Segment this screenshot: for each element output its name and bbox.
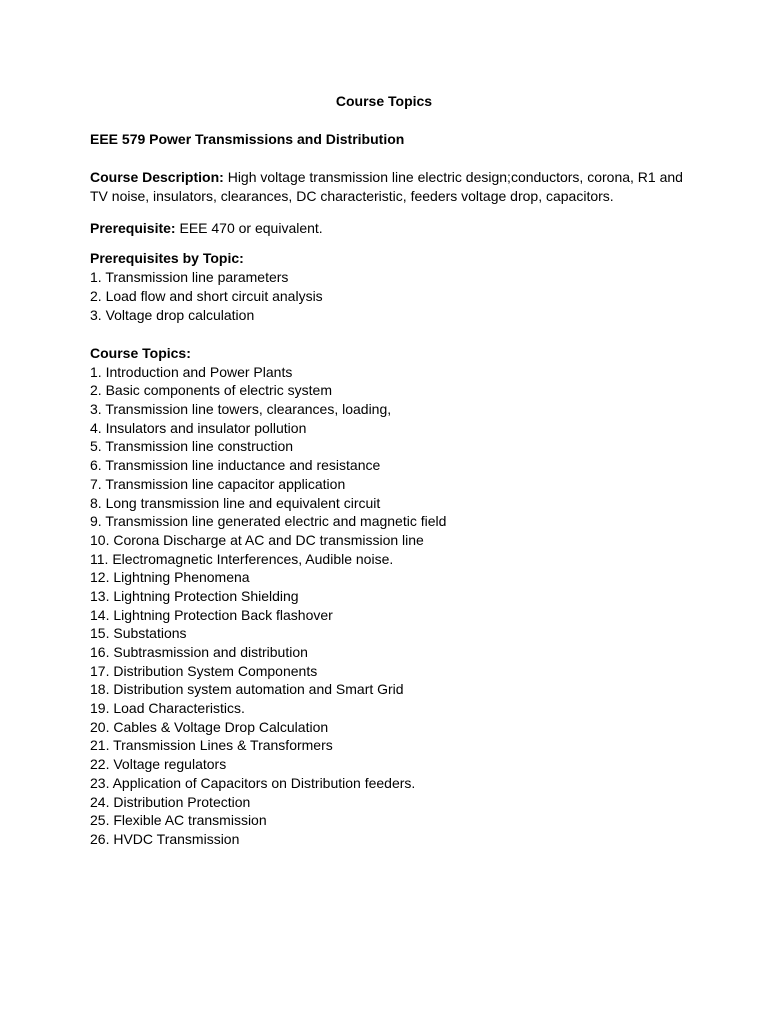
topic-item: 14. Lightning Protection Back flashover (90, 606, 333, 623)
topic-item: 11. Electromagnetic Interferences, Audible noise. (90, 550, 394, 567)
topic-item: 17. Distribution System Components (90, 662, 318, 679)
prerequisites-by-topic (90, 249, 690, 325)
topic-item: 6. Transmission line inductance and resistance (90, 457, 381, 474)
topic-item: 2. Basic components of electric system (90, 382, 332, 399)
course-topics-heading: Course Topics: (90, 345, 191, 361)
topic-item: 9. Transmission line generated electric and magnetic field (90, 513, 447, 530)
topic-item: 21. Transmission Lines & Transformers (90, 737, 333, 754)
course-description-text: High voltage transmission line electric design;conductors, corona, R1 and TV noise, insulators, clearances, DC characteristic, feeders voltage drop, capacitors. (90, 169, 683, 204)
topic-item: 13. Lightning Protection Shielding (90, 587, 299, 604)
course-topics-list (90, 363, 690, 849)
prerequisite-item: 3. Voltage drop calculation (90, 307, 255, 323)
topic-item: 20. Cables & Voltage Drop Calculation (90, 718, 329, 735)
course-name: EEE 579 Power Transmissions and Distribution (90, 131, 405, 147)
prerequisite-item: 2. Load flow and short circuit analysis (90, 288, 323, 304)
topic-item: 24. Distribution Protection (90, 793, 251, 810)
prerequisites-list (90, 268, 690, 325)
topic-item: 10. Corona Discharge at AC and DC transmission line (90, 531, 424, 548)
course-description-label: Course Description: (90, 169, 224, 185)
prerequisite-item: 1. Transmission line parameters (90, 269, 289, 285)
topic-item: 8. Long transmission line and equivalent circuit (90, 494, 381, 511)
prerequisite-label: Prerequisite: (90, 220, 176, 236)
topic-item: 12. Lightning Phenomena (90, 569, 250, 586)
page-title: Course Topics (335, 93, 433, 109)
topic-item: 15. Substations (90, 625, 187, 642)
topic-item: 7. Transmission line capacitor application (90, 475, 346, 492)
course-description (90, 168, 690, 206)
topic-item: 1. Introduction and Power Plants (90, 363, 293, 380)
topic-item: 25. Flexible AC transmission (90, 812, 267, 829)
topic-item: 26. HVDC Transmission (90, 830, 240, 847)
topic-item: 19. Load Characteristics. (90, 700, 245, 717)
topic-item: 22. Voltage regulators (90, 756, 227, 773)
prerequisites-by-topic-heading: Prerequisites by Topic: (90, 250, 244, 266)
topic-item: 4. Insulators and insulator pollution (90, 419, 307, 436)
topic-item: 3. Transmission line towers, clearances, loading, (90, 401, 392, 418)
topic-item: 5. Transmission line construction (90, 438, 294, 455)
topic-item: 16. Subtrasmission and distribution (90, 644, 308, 660)
prerequisite (90, 219, 690, 237)
topic-item: 18. Distribution system automation and Smart Grid (90, 681, 404, 698)
topic-item: 23. Application of Capacitors on Distribution feeders. (90, 774, 416, 791)
prerequisite-text: EEE 470 or equivalent. (175, 220, 323, 236)
course-topics (90, 344, 690, 849)
